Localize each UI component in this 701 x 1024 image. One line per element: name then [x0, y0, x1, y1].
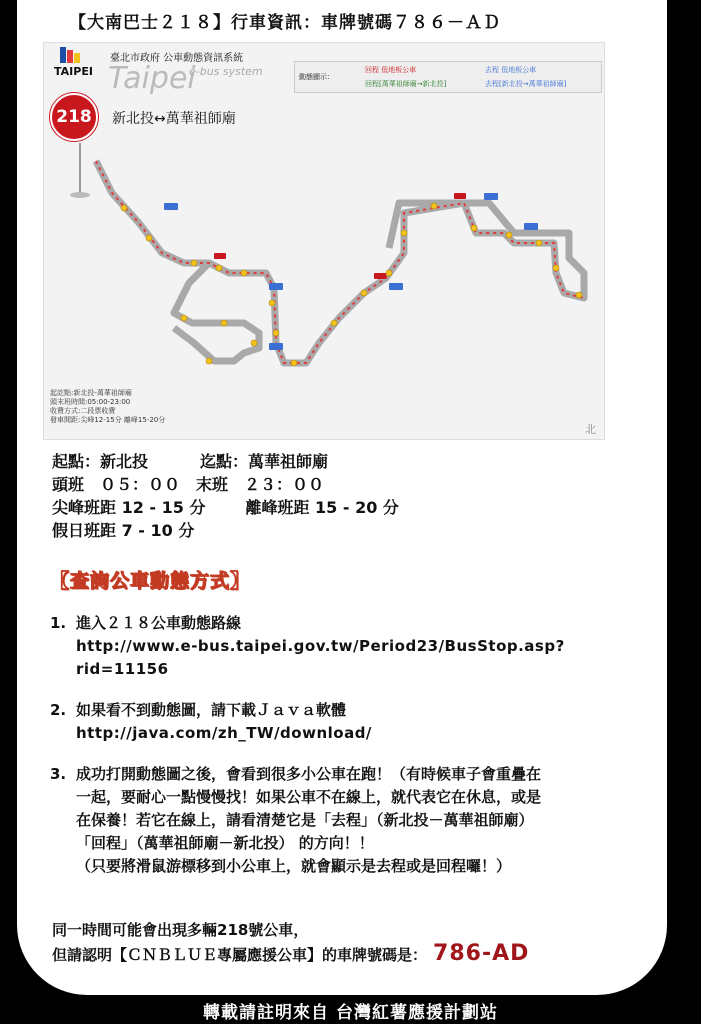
step-text: 一起，要耐心一點慢慢找！如果公車不在線上，就代表它在休息，或是	[76, 788, 542, 806]
map-info-line: 收費方式:二段票收費	[50, 407, 116, 415]
step-1	[50, 612, 650, 681]
step-text: 在保養！若它在線上，請看清楚它是「去程」（新北投－萬華祖師廟）	[76, 811, 534, 829]
step-text: 如果看不到動態圖，請下載Ｊａｖａ軟體	[76, 701, 347, 719]
route-map-graphic	[44, 43, 604, 439]
step-text: 成功打開動態圖之後，會看到很多小公車在跑！（有時候車子會重疊在	[76, 765, 542, 783]
legend-go: 去程[新北投→萬華祖師廟]	[485, 80, 567, 88]
route-name: 新北投↔萬華祖師廟	[112, 111, 236, 127]
step-number: 2.	[50, 701, 67, 719]
step-number: 3.	[50, 765, 67, 783]
schedule-info	[52, 450, 399, 542]
legend-label: 動態顯示：	[299, 73, 334, 81]
brand-title: Taipei	[108, 61, 196, 96]
brand-subtitle: e-bus system	[189, 65, 263, 78]
note-line-2: 但請認明【ＣＮＢＬＵＥ專屬應援公車】的車牌號碼是：	[52, 946, 428, 964]
license-plate: 786-AD	[433, 941, 530, 966]
taipei-logo-icon	[60, 47, 82, 63]
step-number: 1.	[50, 614, 67, 632]
step-text: 進入２１８公車動態路線	[76, 614, 242, 632]
route-number-badge: 218	[50, 93, 98, 141]
map-info-line: 頭末班時間:05:00-23:00	[50, 398, 131, 406]
legend-go-lowfloor: 去程 低地板公車	[485, 66, 537, 74]
step-3	[50, 763, 650, 878]
legend-return-lowfloor: 回程 低地板公車	[365, 66, 417, 74]
map-info-line: 發車間距:尖峰12-15分 離峰15-20分	[50, 416, 166, 424]
plate-note	[52, 918, 529, 967]
java-download-link[interactable]: http://java.com/zh_TW/download/	[76, 724, 372, 742]
legend-return: 回程[萬華祖師廟→新北投]	[365, 80, 447, 88]
instruction-steps	[50, 612, 650, 896]
peak-interval: 尖峰班距 12 - 15 分	[52, 498, 206, 517]
step-text: （只要將滑鼠游標移到小公車上，就會顯示是去程或是回程囉！）	[76, 857, 512, 875]
offpeak-interval: 離峰班距 15 - 20 分	[245, 498, 399, 517]
step-2	[50, 699, 650, 745]
taipei-logo-text: TAIPEI	[54, 65, 93, 78]
start-stop: 起點：新北投	[52, 452, 149, 471]
map-legend	[294, 61, 602, 93]
end-stop: 迄點：萬華祖師廟	[200, 452, 329, 471]
footer-credit: 轉載請註明來自 台灣紅薯應援計劃站	[203, 1003, 498, 1023]
page-title: 【大南巴士２１８】行車資訊：車牌號碼７８６－ＡＤ	[69, 13, 501, 33]
gov-system-name: 臺北市政府 公車動態資訊系統	[110, 53, 244, 64]
north-indicator: 北	[585, 423, 596, 436]
note-line-1: 同一時間可能會出現多輛218號公車，	[52, 921, 309, 939]
first-last-bus: 頭班 ０５：００ 末班 ２３：００	[52, 475, 325, 494]
section-title: 【查詢公車動態方式】	[50, 570, 251, 592]
ebus-link[interactable]: http://www.e-bus.taipei.gov.tw/Period23/BusStop.asp?rid=11156	[76, 637, 565, 678]
step-text: 「回程」（萬華祖師廟－新北投） 的方向！！	[76, 834, 374, 852]
map-route-info	[50, 389, 165, 425]
route-map[interactable]	[43, 42, 605, 440]
map-info-line: 起訖點:新北投-萬華祖師廟	[50, 389, 132, 397]
holiday-interval: 假日班距 7 - 10 分	[52, 521, 195, 540]
